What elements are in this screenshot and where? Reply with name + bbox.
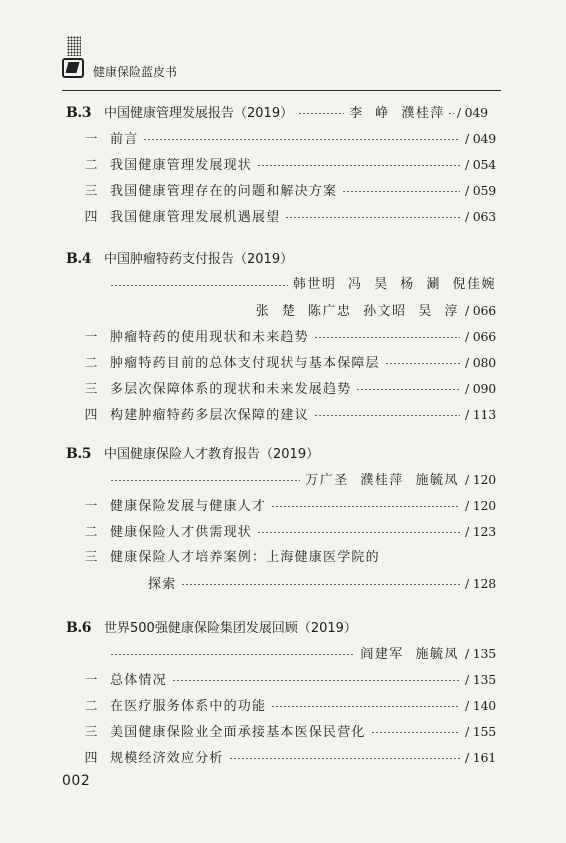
section-page: / 135: [464, 646, 496, 661]
dot-leader: [314, 337, 460, 338]
item-number: 二: [84, 699, 98, 714]
dot-leader: [181, 584, 460, 585]
section-code: B.6: [66, 620, 91, 636]
item-title: 多层次保障体系的现状和未来发展趋势: [110, 382, 352, 397]
item-title: 我国健康管理发展现状: [110, 158, 253, 173]
dot-leader: [257, 165, 460, 166]
dot-leader: [342, 191, 460, 192]
item-page: / 090: [464, 381, 496, 396]
toc-item[interactable]: [66, 350, 496, 376]
item-page: / 123: [464, 524, 496, 539]
dot-leader: [298, 113, 344, 114]
dot-leader: [229, 758, 460, 759]
item-page: / 140: [464, 698, 496, 713]
toc-item-continued[interactable]: [66, 571, 496, 597]
item-title: 前言: [110, 132, 139, 147]
toc-section-b6: [66, 615, 496, 771]
section-authors: 李 峥 濮桂萍: [349, 106, 445, 121]
header-divider: [62, 90, 501, 91]
item-title: 总体情况: [110, 673, 167, 688]
dot-leader: [110, 654, 355, 655]
item-page: / 054: [464, 157, 496, 172]
toc-item[interactable]: [66, 493, 496, 519]
item-page: / 128: [464, 576, 496, 591]
item-page: / 155: [464, 724, 496, 739]
toc-item[interactable]: [66, 376, 496, 402]
dot-leader: [271, 506, 460, 507]
section-authors: 万广圣 濮桂萍 施毓凤: [305, 473, 459, 488]
item-page: / 113: [464, 407, 496, 422]
toc-item[interactable]: [66, 545, 496, 571]
toc-item[interactable]: [66, 324, 496, 350]
item-number: 二: [84, 158, 98, 173]
toc-item[interactable]: [66, 745, 496, 771]
running-header: [62, 36, 202, 86]
item-page: / 135: [464, 672, 496, 687]
item-title: 肿瘤特药目前的总体支付现状与基本保障层: [110, 356, 380, 371]
toc-item[interactable]: [66, 204, 496, 230]
item-title: 我国健康管理发展机遇展望: [110, 210, 281, 225]
item-number: 一: [84, 132, 98, 147]
toc-item[interactable]: [66, 178, 496, 204]
dot-leader: [371, 732, 460, 733]
item-title: 肿瘤特药的使用现状和未来趋势: [110, 330, 309, 345]
dot-leader: [385, 363, 460, 364]
dot-leader: [110, 285, 288, 286]
toc-entry-b6[interactable]: [66, 615, 496, 641]
item-number: 一: [84, 673, 98, 688]
item-title: 在医疗服务体系中的功能: [110, 699, 267, 714]
item-title-continued: 探索: [148, 577, 177, 592]
section-page: / 066: [464, 303, 496, 318]
dot-leader: [172, 680, 460, 681]
item-title: 规模经济效应分析: [110, 751, 224, 766]
toc-item[interactable]: [66, 519, 496, 545]
section-title: 中国肿瘤特药支付报告（2019）: [104, 252, 294, 267]
item-number: 四: [84, 210, 98, 225]
toc-item[interactable]: [66, 126, 496, 152]
item-title: 健康保险人才供需现状: [110, 525, 253, 540]
item-title: 美国健康保险业全面承接基本医保民营化: [110, 725, 366, 740]
item-number: 四: [84, 751, 98, 766]
section-page: / 049: [456, 105, 488, 120]
item-number: 一: [84, 330, 98, 345]
toc-section-b5: [66, 441, 496, 597]
toc-item[interactable]: [66, 152, 496, 178]
item-number: 二: [84, 356, 98, 371]
item-page: / 059: [464, 183, 496, 198]
series-name: 健康保险蓝皮书: [93, 65, 178, 79]
section-authors-row: [66, 467, 496, 493]
section-authors-row: [66, 641, 496, 667]
item-number: 三: [84, 725, 98, 740]
section-authors: 阎建军 施毓凤: [360, 647, 459, 662]
item-number: 三: [84, 382, 98, 397]
item-page: / 161: [464, 750, 496, 765]
toc-section-b4: [66, 246, 496, 428]
dot-leader: [448, 113, 454, 114]
section-authors: 韩世明 冯 昊 杨 涮 倪佳婉: [292, 277, 496, 292]
toc-section-b3: [66, 100, 496, 230]
section-page: / 120: [464, 472, 496, 487]
toc-item[interactable]: [66, 667, 496, 693]
section-code: B.4: [66, 251, 91, 267]
item-number: 四: [84, 408, 98, 423]
dot-leader: [271, 706, 460, 707]
section-code: B.3: [66, 105, 91, 121]
item-number: 二: [84, 525, 98, 540]
item-page: / 120: [464, 498, 496, 513]
item-number: 一: [84, 499, 98, 514]
toc-entry-b3[interactable]: [66, 100, 496, 126]
book-icon: [62, 58, 84, 78]
item-page: / 063: [464, 209, 496, 224]
item-title: 健康保险人才培养案例：上海健康医学院的: [110, 550, 380, 565]
toc-entry-b4[interactable]: [66, 246, 496, 272]
item-number: 三: [84, 550, 98, 565]
item-title: 我国健康管理存在的问题和解决方案: [110, 184, 338, 199]
dot-leader: [143, 139, 460, 140]
dot-leader: [356, 389, 460, 390]
item-number: 三: [84, 184, 98, 199]
dot-leader: [257, 532, 460, 533]
section-title: 世界500强健康保险集团发展回顾（2019）: [104, 621, 357, 636]
toc-item[interactable]: [66, 693, 496, 719]
section-authors: 张 楚 陈广忠 孙文昭 吴 淳: [255, 304, 459, 319]
section-title: 中国健康管理发展报告（2019）: [104, 106, 294, 121]
section-authors-row: [66, 298, 496, 324]
dot-leader: [110, 480, 300, 481]
page-number: 002: [62, 773, 91, 789]
item-page: / 049: [464, 131, 496, 146]
section-authors-row: [66, 272, 496, 298]
dot-grid-icon: [67, 36, 81, 56]
dot-leader: [285, 217, 460, 218]
item-page: / 066: [464, 329, 496, 344]
toc-entry-b5[interactable]: [66, 441, 496, 467]
item-page: / 080: [464, 355, 496, 370]
section-code: B.5: [66, 446, 91, 462]
item-title: 构建肿瘤特药多层次保障的建议: [110, 408, 309, 423]
toc-item[interactable]: [66, 402, 496, 428]
toc-item[interactable]: [66, 719, 496, 745]
dot-leader: [314, 415, 460, 416]
section-title: 中国健康保险人才教育报告（2019）: [104, 447, 320, 462]
item-title: 健康保险发展与健康人才: [110, 499, 267, 514]
